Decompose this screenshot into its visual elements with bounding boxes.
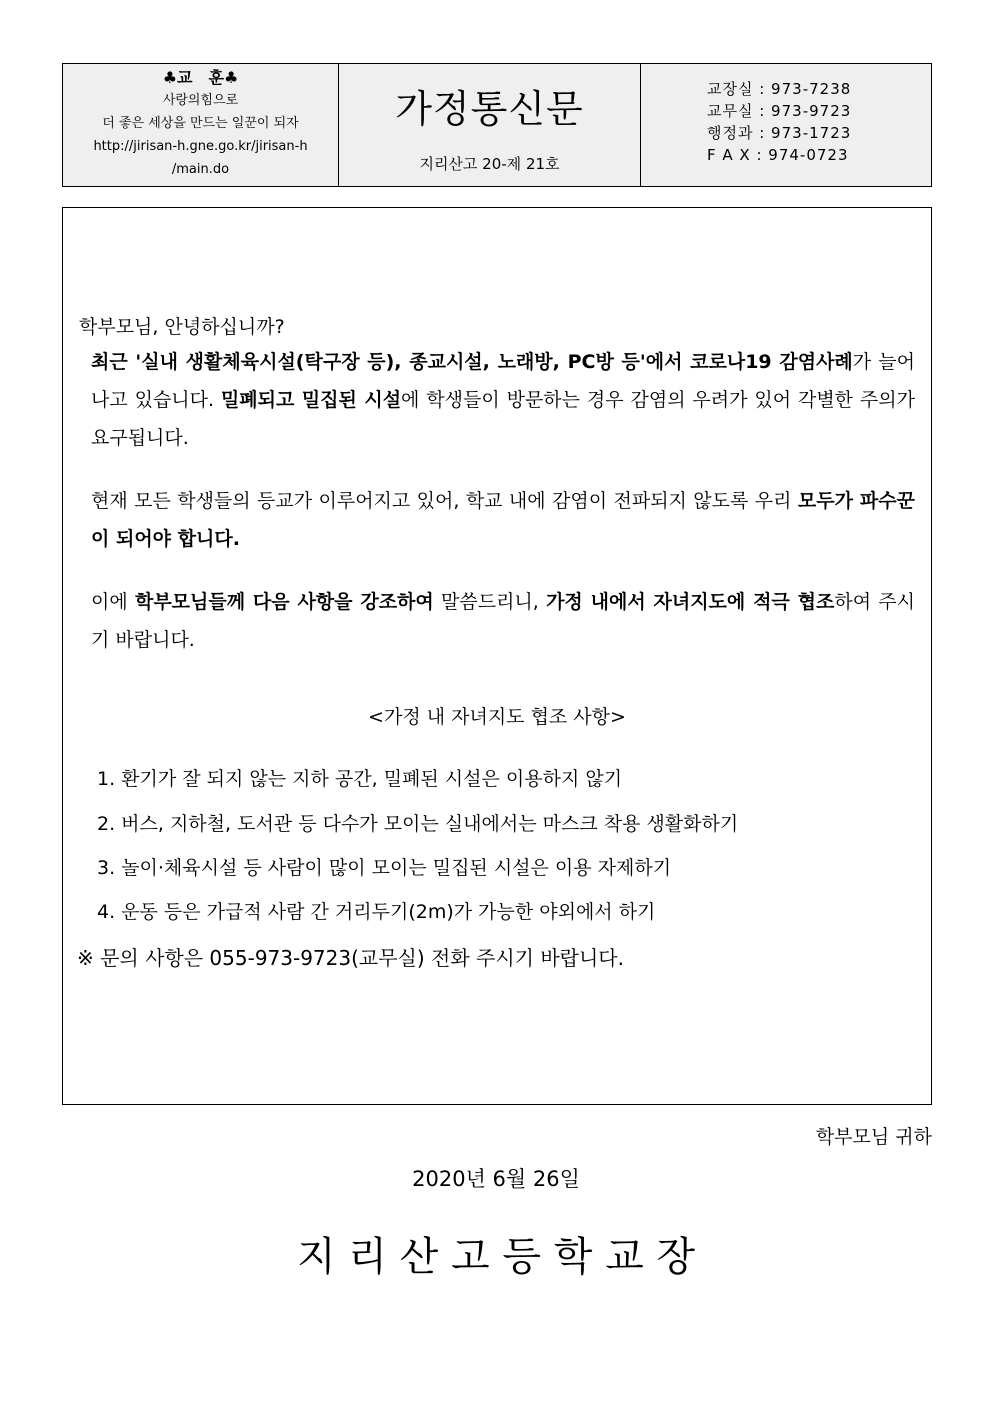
issue-number: 지리산고 20-제 21호: [419, 155, 560, 173]
section-title: <가정 내 자녀지도 협조 사항>: [368, 706, 626, 728]
emphasis-text: 최근 '실내 생활체육시설(탁구장 등), 종교시설, 노래방, PC방 등'에서 코로나19 감염사례: [91, 351, 853, 373]
paragraph-text: 이에: [91, 591, 135, 613]
contact-line: 교무실 : 973-9723: [707, 102, 852, 120]
date: 2020년 6월 26일: [412, 1167, 580, 1191]
emphasis-text: 모두가 파수꾼이 되어야 합니다.: [91, 490, 915, 550]
sender: 지 리 산 고 등 학 교 장: [296, 1234, 696, 1280]
document-title: 가정통신문: [395, 87, 584, 131]
list-item: 1. 환기가 잘 되지 않는 지하 공간, 밀폐된 시설은 이용하지 않기: [97, 768, 623, 790]
emphasis-text: 밀폐되고 밀집된 시설: [220, 389, 402, 411]
header-table: [62, 63, 932, 187]
title-cell: [339, 64, 641, 186]
paragraph-text: 현재 모든 학생들의 등교가 이루어지고 있어, 학교 내에 감염이 전파되지 않도록 우리: [91, 490, 798, 512]
motto-title: ♣교 훈♣: [162, 68, 239, 87]
paragraph-text: 말씀드리니,: [433, 591, 547, 613]
school-motto-cell: [63, 64, 339, 186]
emphasis-text: 가정 내에서 자녀지도에 적극 협조: [546, 591, 835, 613]
emphasis-text: 학부모님들께 다음 사항을 강조하여: [134, 591, 434, 613]
body-box: [62, 207, 932, 1105]
list-item: 4. 운동 등은 가급적 사람 간 거리두기(2m)가 가능한 야외에서 하기: [97, 901, 656, 923]
motto-line: 사랑의힘으로: [162, 93, 239, 108]
paragraph-text: 가 늘어나고 있습니다.: [91, 351, 916, 411]
recipient: 학부모님 귀하: [815, 1126, 932, 1148]
paragraph: [91, 482, 915, 558]
contact-line: 교장실 : 973-7238: [707, 80, 852, 98]
motto-line: 더 좋은 세상을 만드는 일꾼이 되자: [102, 116, 299, 131]
paragraph-text: 하여 주시기 바랍니다.: [91, 591, 916, 651]
paragraph: [91, 343, 915, 457]
list-item: 3. 놀이·체육시설 등 사람이 많이 모이는 밀집된 시설은 이용 자제하기: [97, 857, 672, 879]
greeting: 학부모님, 안녕하십니까?: [79, 316, 285, 338]
school-url[interactable]: /main.do: [171, 162, 230, 177]
school-url[interactable]: http://jirisan-h.gne.go.kr/jirisan-h: [93, 139, 308, 154]
contact-line: 행정과 : 973-1723: [707, 124, 852, 142]
contact-line: F A X : 974-0723: [707, 146, 849, 164]
paragraph: [91, 583, 915, 659]
list-item: 2. 버스, 지하철, 도서관 등 다수가 모이는 실내에서는 마스크 착용 생활화하기: [97, 813, 739, 835]
paragraph-text: 에 학생들이 방문하는 경우 감염의 우려가 있어 각별한 주의가 요구됩니다.: [91, 389, 915, 449]
contacts-cell: [641, 64, 931, 186]
inquiry-note: ※ 문의 사항은 055-973-9723(교무실) 전화 주시기 바랍니다.: [77, 946, 624, 970]
